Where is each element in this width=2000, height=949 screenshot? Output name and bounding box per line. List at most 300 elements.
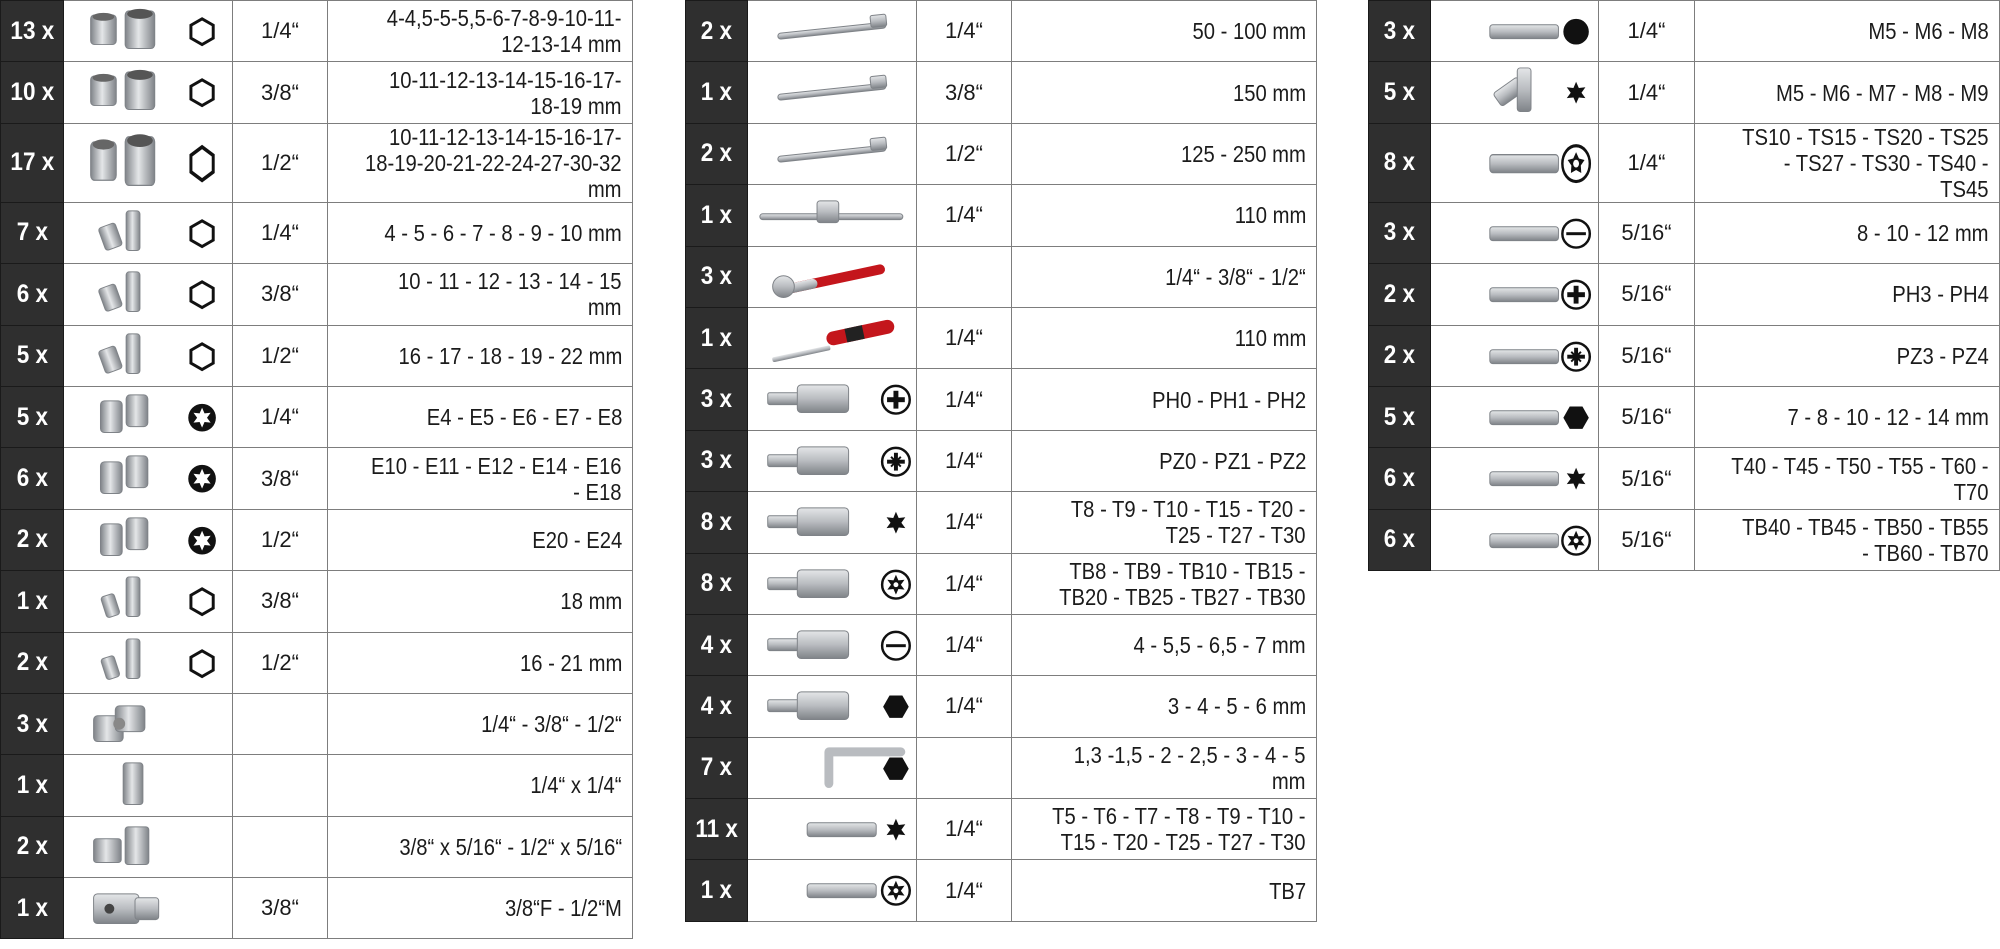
size-spec-label: 1/4“ - 3/8“ - 1/2“ [481,711,622,738]
tool-image-cell [63,878,232,939]
size-spec-cell [1012,430,1317,491]
quantity-label: 1 x [700,323,733,352]
size-spec-label: 10-11-12-13-14-15-16-17-18-19 mm [389,66,622,119]
quantity-label: 1 x [700,200,733,229]
size-spec-label: PH3 - PH4 [1892,281,1989,308]
table-row [686,123,1317,184]
drive-size-cell: 1/4“ [916,185,1012,246]
size-spec-cell [328,264,633,325]
table-row [1,755,633,816]
drive-size-cell: 1/4“ [916,676,1012,737]
quantity-label: 2 x [16,648,48,677]
size-spec-label: T8 - T9 - T10 - T15 - T20 - T25 - T27 - T30 [1071,496,1306,549]
bit-icon [1431,448,1598,508]
quantity-label: 1 x [700,876,733,905]
size-spec-label: 110 mm [1234,202,1306,229]
drive-size-cell: 3/8“ [232,448,328,509]
size-spec-cell [1695,1,2000,62]
torx-e-profile-icon [188,465,216,493]
torx-tamper-profile-icon [1562,527,1589,555]
tool-image-cell [63,755,232,816]
quantity-cell [1369,123,1431,202]
bit-icon [1431,124,1598,202]
screwdriver-handle-icon [748,308,916,368]
table-row [1,448,633,509]
quantity-label: 2 x [1383,341,1416,370]
size-spec-cell [1012,369,1317,430]
size-spec-label: E10 - E11 - E12 - E14 - E16 - E18 [371,452,622,505]
bit-icon [1431,326,1598,386]
tool-image-cell [63,693,232,754]
tool-image-cell [1430,123,1598,202]
size-spec-cell [328,62,633,123]
tool-image-cell [63,632,232,693]
quantity-label: 5 x [16,402,48,431]
quantity-cell [1,448,64,509]
hex-solid-profile-icon [1563,406,1588,428]
quantity-cell [1,632,64,693]
extension-bar-icon [748,124,916,184]
size-spec-label: 10 - 11 - 12 - 13 - 14 - 15 mm [398,268,622,321]
deep-socket-icon [64,203,232,263]
quantity-label: 6 x [1383,525,1416,554]
quantity-cell [1369,448,1431,509]
quantity-label: 7 x [16,218,48,247]
quantity-cell [686,799,748,860]
size-spec-label: M5 - M6 - M8 [1868,18,1989,45]
socket-set-icon [64,62,232,122]
drive-size-cell: 5/16“ [1598,386,1695,447]
quantity-label: 3 x [1383,218,1416,247]
tool-image-cell [63,123,232,202]
universal-joint-icon [64,694,232,754]
quantity-label: 3 x [700,385,733,414]
size-spec-label: 7 - 8 - 10 - 12 - 14 mm [1787,404,1989,431]
drive-size-cell: 1/4“ [232,1,328,62]
drive-size-cell: 1/4“ [1598,123,1695,202]
table-row [1369,386,2000,447]
tool-image-cell [63,571,232,632]
quantity-cell [686,430,748,491]
size-spec-label: PZ0 - PZ1 - PZ2 [1158,447,1306,474]
size-spec-label: 125 - 250 mm [1181,140,1306,167]
quantity-cell [1369,386,1431,447]
size-spec-cell [1012,123,1317,184]
table-row [1,878,633,939]
size-spec-cell [1695,325,2000,386]
bit-icon [748,799,916,859]
table-row [1,693,633,754]
size-spec-label: PH0 - PH1 - PH2 [1151,386,1306,413]
table-row [1,123,633,202]
size-spec-label: 18 mm [560,588,622,615]
quantity-cell [1,509,64,570]
quantity-cell [1,386,64,447]
drive-size-cell: 3/8“ [916,62,1012,123]
table-row [686,246,1317,307]
socket-set-icon [64,124,232,202]
tool-image-cell [63,264,232,325]
hex-profile-icon [191,80,213,106]
drive-size-cell: 1/4“ [232,202,328,263]
size-spec-label: 16 - 17 - 18 - 19 - 22 mm [398,342,622,369]
quantity-cell [1,571,64,632]
size-spec-label: 150 mm [1232,79,1306,106]
quantity-cell [1,816,64,877]
quantity-label: 6 x [16,464,48,493]
drive-size-cell: 3/8“ [232,264,328,325]
size-spec-cell [1012,676,1317,737]
quantity-label: 8 x [1383,148,1416,177]
tool-image-cell [747,369,916,430]
quantity-cell [1,325,64,386]
phillips-profile-icon [1562,281,1589,309]
quantity-label: 13 x [10,16,54,45]
size-spec-label: 4 - 5,5 - 6,5 - 7 mm [1133,632,1306,659]
drive-adapter-icon [64,878,232,938]
quantity-label: 2 x [16,525,48,554]
tool-table-left [0,0,633,939]
drive-size-cell: 1/2“ [232,509,328,570]
drive-size-cell [916,246,1012,307]
slotted-profile-icon [1562,220,1589,248]
table-row [1,386,633,447]
size-spec-label: 1/4“ x 1/4“ [530,772,622,799]
torx-tamper-profile-icon [882,570,910,598]
tool-image-cell [747,1,916,62]
size-spec-cell [1695,202,2000,263]
size-spec-cell [1012,799,1317,860]
allen-key-icon [748,738,916,798]
extension-bar-icon [748,1,916,61]
drive-size-cell: 5/16“ [1598,448,1695,509]
quantity-cell [686,1,748,62]
drive-size-cell [232,693,328,754]
hex-solid-profile-icon [883,696,909,718]
quantity-cell [686,860,748,921]
torx-socket-icon [64,387,232,447]
drive-size-cell: 3/8“ [232,571,328,632]
slotted-profile-icon [882,632,910,660]
quantity-cell [1,693,64,754]
size-spec-cell [328,448,633,509]
tool-image-cell [747,430,916,491]
table-row [686,676,1317,737]
tool-image-cell [747,307,916,368]
drive-size-cell: 5/16“ [1598,264,1695,325]
bit-socket-icon [748,615,916,675]
tool-image-cell [63,1,232,62]
tool-image-cell [1430,448,1598,509]
quantity-cell [1,202,64,263]
drive-size-cell: 1/2“ [232,123,328,202]
size-spec-cell [1695,264,2000,325]
tool-image-cell [63,816,232,877]
table-row [1,202,633,263]
drive-size-cell: 1/4“ [916,492,1012,553]
size-spec-label: PZ3 - PZ4 [1896,342,1989,369]
torx-socket-icon [64,448,232,508]
quantity-cell [1369,62,1431,123]
size-spec-cell [1695,448,2000,509]
size-spec-label: 3/8“F - 1/2“M [505,895,622,922]
size-spec-cell [1012,307,1317,368]
tool-image-cell [747,553,916,614]
torx-socket-icon [64,510,232,570]
quantity-cell [686,123,748,184]
size-spec-cell [1012,614,1317,675]
table-row [1,571,633,632]
table-row [1,632,633,693]
quantity-cell [1,123,64,202]
size-spec-label: E4 - E5 - E6 - E7 - E8 [426,404,622,431]
drive-size-cell: 1/4“ [916,1,1012,62]
quantity-label: 5 x [1383,402,1416,431]
bit-socket-icon [748,492,916,552]
tool-image-cell [1430,264,1598,325]
table-row [686,185,1317,246]
quantity-label: 3 x [700,262,733,291]
table-row [1369,62,2000,123]
quantity-cell [1369,264,1431,325]
tool-image-cell [1430,386,1598,447]
hex-profile-icon [191,19,213,45]
tool-image-cell [747,185,916,246]
phillips-profile-icon [882,386,910,414]
quantity-cell [686,62,748,123]
table-row [1,325,633,386]
table-row [1369,202,2000,263]
hex-profile-icon [191,221,213,247]
torx-e-profile-icon [188,527,216,555]
quantity-label: 11 x [695,814,738,843]
quantity-label: 2 x [700,16,733,45]
bit-socket-icon [748,554,916,614]
quantity-label: 4 x [700,630,733,659]
spline-bit-icon [1431,62,1598,122]
table-row [1,62,633,123]
spark-plug-socket-icon [64,571,232,631]
quantity-label: 7 x [700,753,733,782]
drive-size-cell: 1/4“ [916,369,1012,430]
table-row [1,509,633,570]
tool-image-cell [747,737,916,798]
quantity-cell [686,185,748,246]
bit-adapter-pair-icon [64,817,232,877]
tool-image-cell [63,509,232,570]
size-spec-cell [1012,185,1317,246]
torx-e-profile-icon [188,404,216,432]
quantity-cell [686,246,748,307]
size-spec-label: TS10 - TS15 - TS20 - TS25 - TS27 - TS30 - TS40 - TS45 [1742,123,1989,202]
table-row [686,860,1317,921]
drive-size-cell: 1/2“ [916,123,1012,184]
size-spec-cell [328,386,633,447]
drive-size-cell [232,755,328,816]
tool-image-cell [747,246,916,307]
table-row [686,614,1317,675]
drive-size-cell: 3/8“ [232,62,328,123]
quantity-label: 5 x [1383,78,1416,107]
size-spec-label: 50 - 100 mm [1192,18,1306,45]
size-spec-label: 1/4“ - 3/8“ - 1/2“ [1165,263,1306,290]
size-spec-cell [328,693,633,754]
tool-image-cell [747,123,916,184]
table-row [1369,448,2000,509]
bit-icon [1431,1,1598,61]
bit-icon [748,860,916,920]
quantity-label: 1 x [700,78,733,107]
tool-image-cell [1430,509,1598,570]
drive-size-cell: 1/2“ [232,325,328,386]
quantity-label: 4 x [700,691,733,720]
tool-image-cell [63,325,232,386]
size-spec-label: 4 - 5 - 6 - 7 - 8 - 9 - 10 mm [384,219,622,246]
quantity-cell [1369,202,1431,263]
size-spec-label: TB7 [1268,877,1306,904]
bit-socket-icon [748,369,916,429]
bit-icon [1431,387,1598,447]
torx-profile-icon [1562,79,1589,107]
table-row [1,816,633,877]
quantity-label: 6 x [16,279,48,308]
size-spec-cell [1012,1,1317,62]
drive-size-cell: 5/16“ [1598,202,1695,263]
torx-tamper-profile-icon [882,877,910,905]
table-row [1369,1,2000,62]
quantity-cell [1,878,64,939]
drive-size-cell: 1/4“ [916,430,1012,491]
tool-image-cell [747,676,916,737]
size-spec-label: 3/8“ x 5/16“ - 1/2“ x 5/16“ [399,833,622,860]
socket-set-icon [64,1,232,61]
quantity-cell [1369,509,1431,570]
quantity-cell [1369,325,1431,386]
bit-socket-icon [748,431,916,491]
torx-profile-icon [1562,465,1589,493]
quantity-label: 17 x [10,148,54,177]
quantity-label: 8 x [700,507,733,536]
deep-socket-icon [64,326,232,386]
size-spec-label: 110 mm [1234,325,1306,352]
bit-icon [1431,203,1598,263]
extension-bar-icon [748,62,916,122]
drive-size-cell [916,737,1012,798]
quantity-label: 1 x [16,770,48,799]
tool-image-cell [1430,62,1598,123]
size-spec-label: 4-4,5-5-5,5-6-7-8-9-10-11-12-13-14 mm [387,5,622,58]
hex-profile-icon [191,282,213,308]
hex-profile-icon [191,147,213,180]
hex-profile-icon [191,343,213,369]
pozidriv-profile-icon [1562,342,1589,370]
bit-socket-icon [748,676,916,736]
hex-profile-icon [191,589,213,615]
quantity-label: 1 x [16,586,48,615]
bit-icon [1431,510,1598,570]
size-spec-label: T40 - T45 - T50 - T55 - T60 - T70 [1731,452,1989,505]
quantity-label: 3 x [16,709,48,738]
quantity-label: 2 x [700,139,733,168]
quantity-label: 1 x [16,893,48,922]
drive-size-cell: 1/4“ [916,799,1012,860]
spark-plug-socket-icon [64,633,232,693]
round-solid-profile-icon [1563,19,1588,45]
size-spec-cell [1695,386,2000,447]
size-spec-label: E20 - E24 [531,526,622,553]
drive-size-cell: 1/4“ [916,860,1012,921]
pentalobe-profile-icon [1562,146,1589,182]
size-spec-cell [328,123,633,202]
drive-size-cell: 5/16“ [1598,509,1695,570]
table-row [1369,509,2000,570]
quantity-cell [1,1,64,62]
size-spec-cell [328,202,633,263]
tool-image-cell [1430,325,1598,386]
table-row [686,1,1317,62]
table-row [686,799,1317,860]
size-spec-cell [1012,62,1317,123]
table-row [686,737,1317,798]
size-spec-cell [328,755,633,816]
table-row [1,1,633,62]
table-row [1369,325,2000,386]
size-spec-cell [1012,246,1317,307]
drive-size-cell: 1/2“ [232,632,328,693]
tool-image-cell [1430,202,1598,263]
quantity-cell [1,755,64,816]
size-spec-cell [328,1,633,62]
quantity-cell [686,614,748,675]
table-row [686,369,1317,430]
tool-image-cell [747,614,916,675]
tool-image-cell [63,386,232,447]
size-spec-label: 16 - 21 mm [519,649,622,676]
bit-adapter-icon [64,755,232,815]
quantity-cell [686,492,748,553]
size-spec-cell [328,878,633,939]
size-spec-label: 1,3 -1,5 - 2 - 2,5 - 3 - 4 - 5 mm [1074,741,1306,794]
table-row [686,553,1317,614]
hex-solid-profile-icon [883,757,909,779]
size-spec-label: TB8 - TB9 - TB10 - TB15 - TB20 - TB25 - TB27 - TB30 [1059,557,1306,610]
quantity-cell [1369,1,1431,62]
quantity-label: 3 x [1383,16,1416,45]
drive-size-cell: 5/16“ [1598,325,1695,386]
quantity-cell [686,553,748,614]
drive-size-cell: 3/8“ [232,878,328,939]
tool-table-right [1368,0,2000,571]
torx-profile-icon [882,816,910,844]
size-spec-cell [1012,492,1317,553]
quantity-label: 5 x [16,341,48,370]
quantity-label: 2 x [16,832,48,861]
tool-image-cell [63,202,232,263]
quantity-label: 8 x [700,569,733,598]
table-row [686,62,1317,123]
pozidriv-profile-icon [882,448,910,476]
size-spec-label: T5 - T6 - T7 - T8 - T9 - T10 - T15 - T20 - T25 - T27 - T30 [1052,803,1306,856]
table-row [1369,264,2000,325]
size-spec-cell [328,325,633,386]
tool-image-cell [747,62,916,123]
size-spec-label: TB40 - TB45 - TB50 - TB55 - TB60 - TB70 [1742,513,1989,566]
drive-size-cell: 1/4“ [1598,1,1695,62]
size-spec-cell [1695,62,2000,123]
quantity-label: 6 x [1383,464,1416,493]
size-spec-cell [1012,737,1317,798]
tool-image-cell [747,860,916,921]
